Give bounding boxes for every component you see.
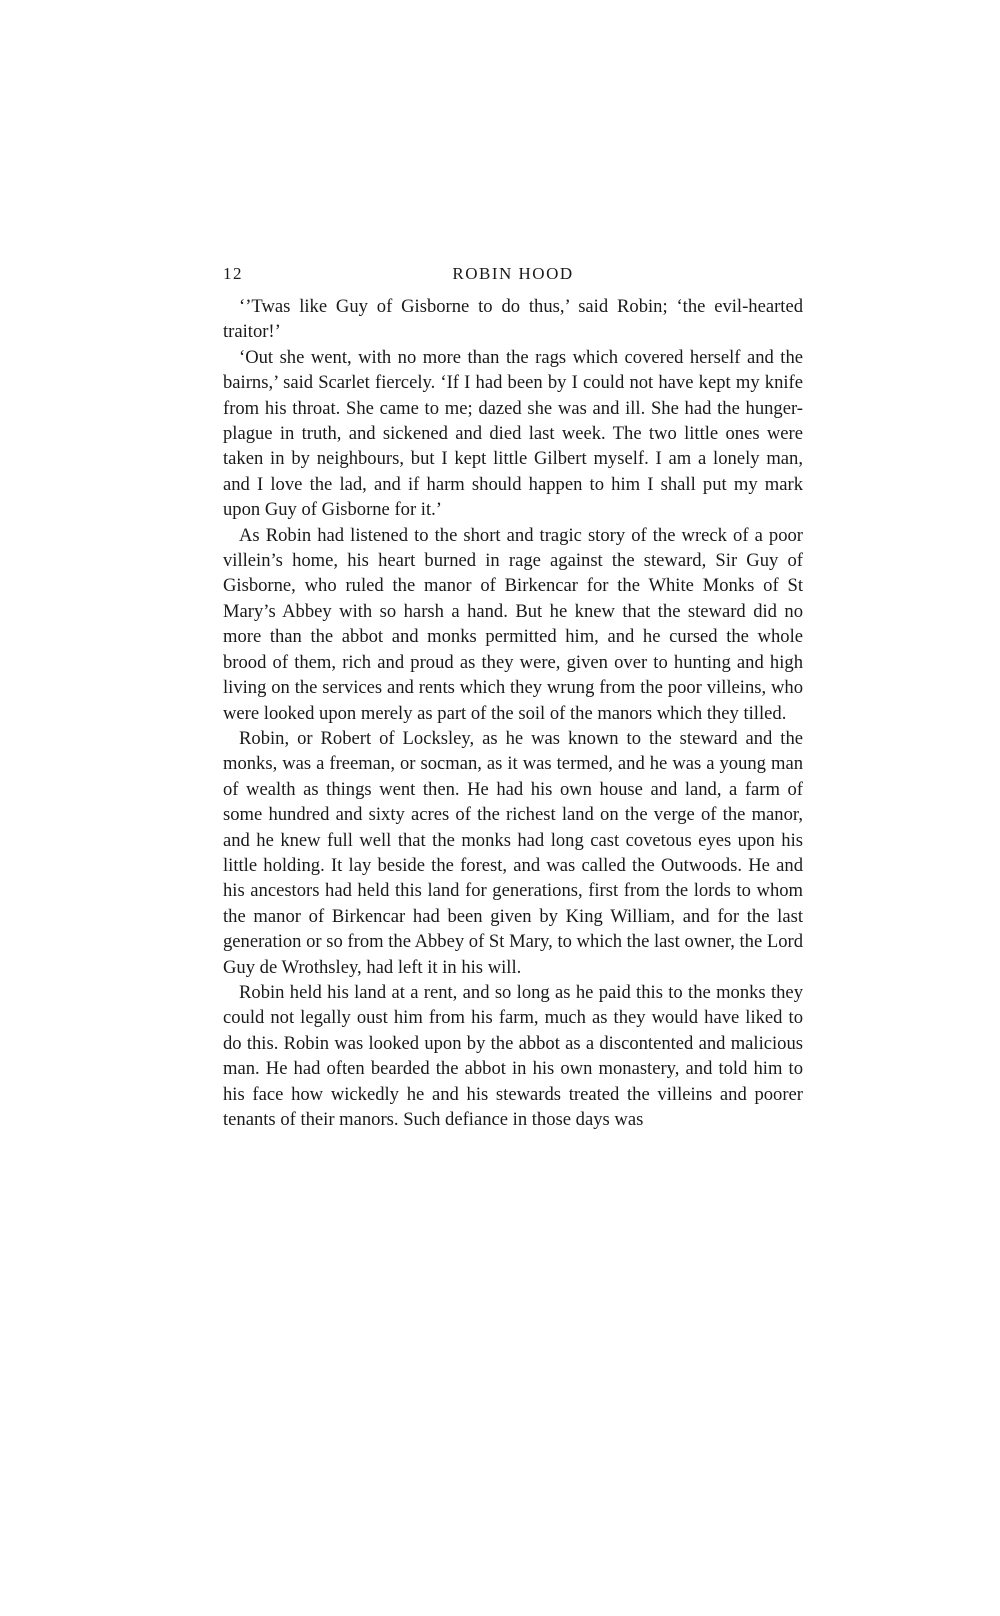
running-head	[223, 262, 803, 294]
body-text	[223, 294, 803, 1132]
running-title: ROBIN HOOD	[452, 264, 574, 283]
paragraph: As Robin had listened to the short and tragic story of the wreck of a poor villein’s home, his heart burned in rage against the steward, Sir Guy of Gisborne, who ruled the manor of Birkencar for the White Monks of St Mary’s Abbey with so harsh a hand. But he knew that the steward did no more than the abbot and monks permitted him, and he cursed the whole brood of them, rich and proud as they were, given over to hunting and high living on the services and rents which they wrung from the poor villeins, who were looked upon merely as part of the soil of the manors which they tilled.	[223, 524, 803, 724]
page-number: 12	[223, 264, 243, 283]
book-page	[223, 262, 803, 1132]
paragraph: Robin held his land at a rent, and so long as he paid this to the monks they could not legally oust him from his farm, much as they would have liked to do this. Robin was looked upon by the abbot as a discontented and malicious man. He had often bearded the abbot in his own monastery, and told him to his face how wickedly he and his stewards treated the villeins and poorer tenants of their manors. Such defiance in those days was	[223, 981, 803, 1130]
paragraph: Robin, or Robert of Locksley, as he was known to the steward and the monks, was a freeman, or socman, as it was termed, and he was a young man of wealth as things went then. He had his own house and land, a farm of some hundred and sixty acres of the richest land on the verge of the manor, and he knew full well that the monks had long cast covetous eyes upon his little holding. It lay beside the forest, and was called the Outwoods. He and his ancestors had held this land for generations, first from the lords to whom the manor of Birkencar had been given by King William, and for the last generation or so from the Abbey of St Mary, to which the last owner, the Lord Guy de Wrothsley, had left it in his will.	[223, 727, 804, 978]
paragraph: ‘’Twas like Guy of Gisborne to do thus,’ said Robin; ‘the evil-hearted traitor!’	[223, 296, 803, 343]
paragraph: ‘Out she went, with no more than the rags which covered herself and the bairns,’ said Scarlet fiercely. ‘If I had been by I could not have kept my knife from his throat. She came to me; dazed she was and ill. She had the hunger-plague in truth, and sickened and died last week. The two little ones were taken in by neighbours, but I kept little Gilbert myself. I am a lonely man, and I love the lad, and if harm should happen to him I shall put my mark upon Guy of Gisborne for it.’	[223, 346, 803, 521]
